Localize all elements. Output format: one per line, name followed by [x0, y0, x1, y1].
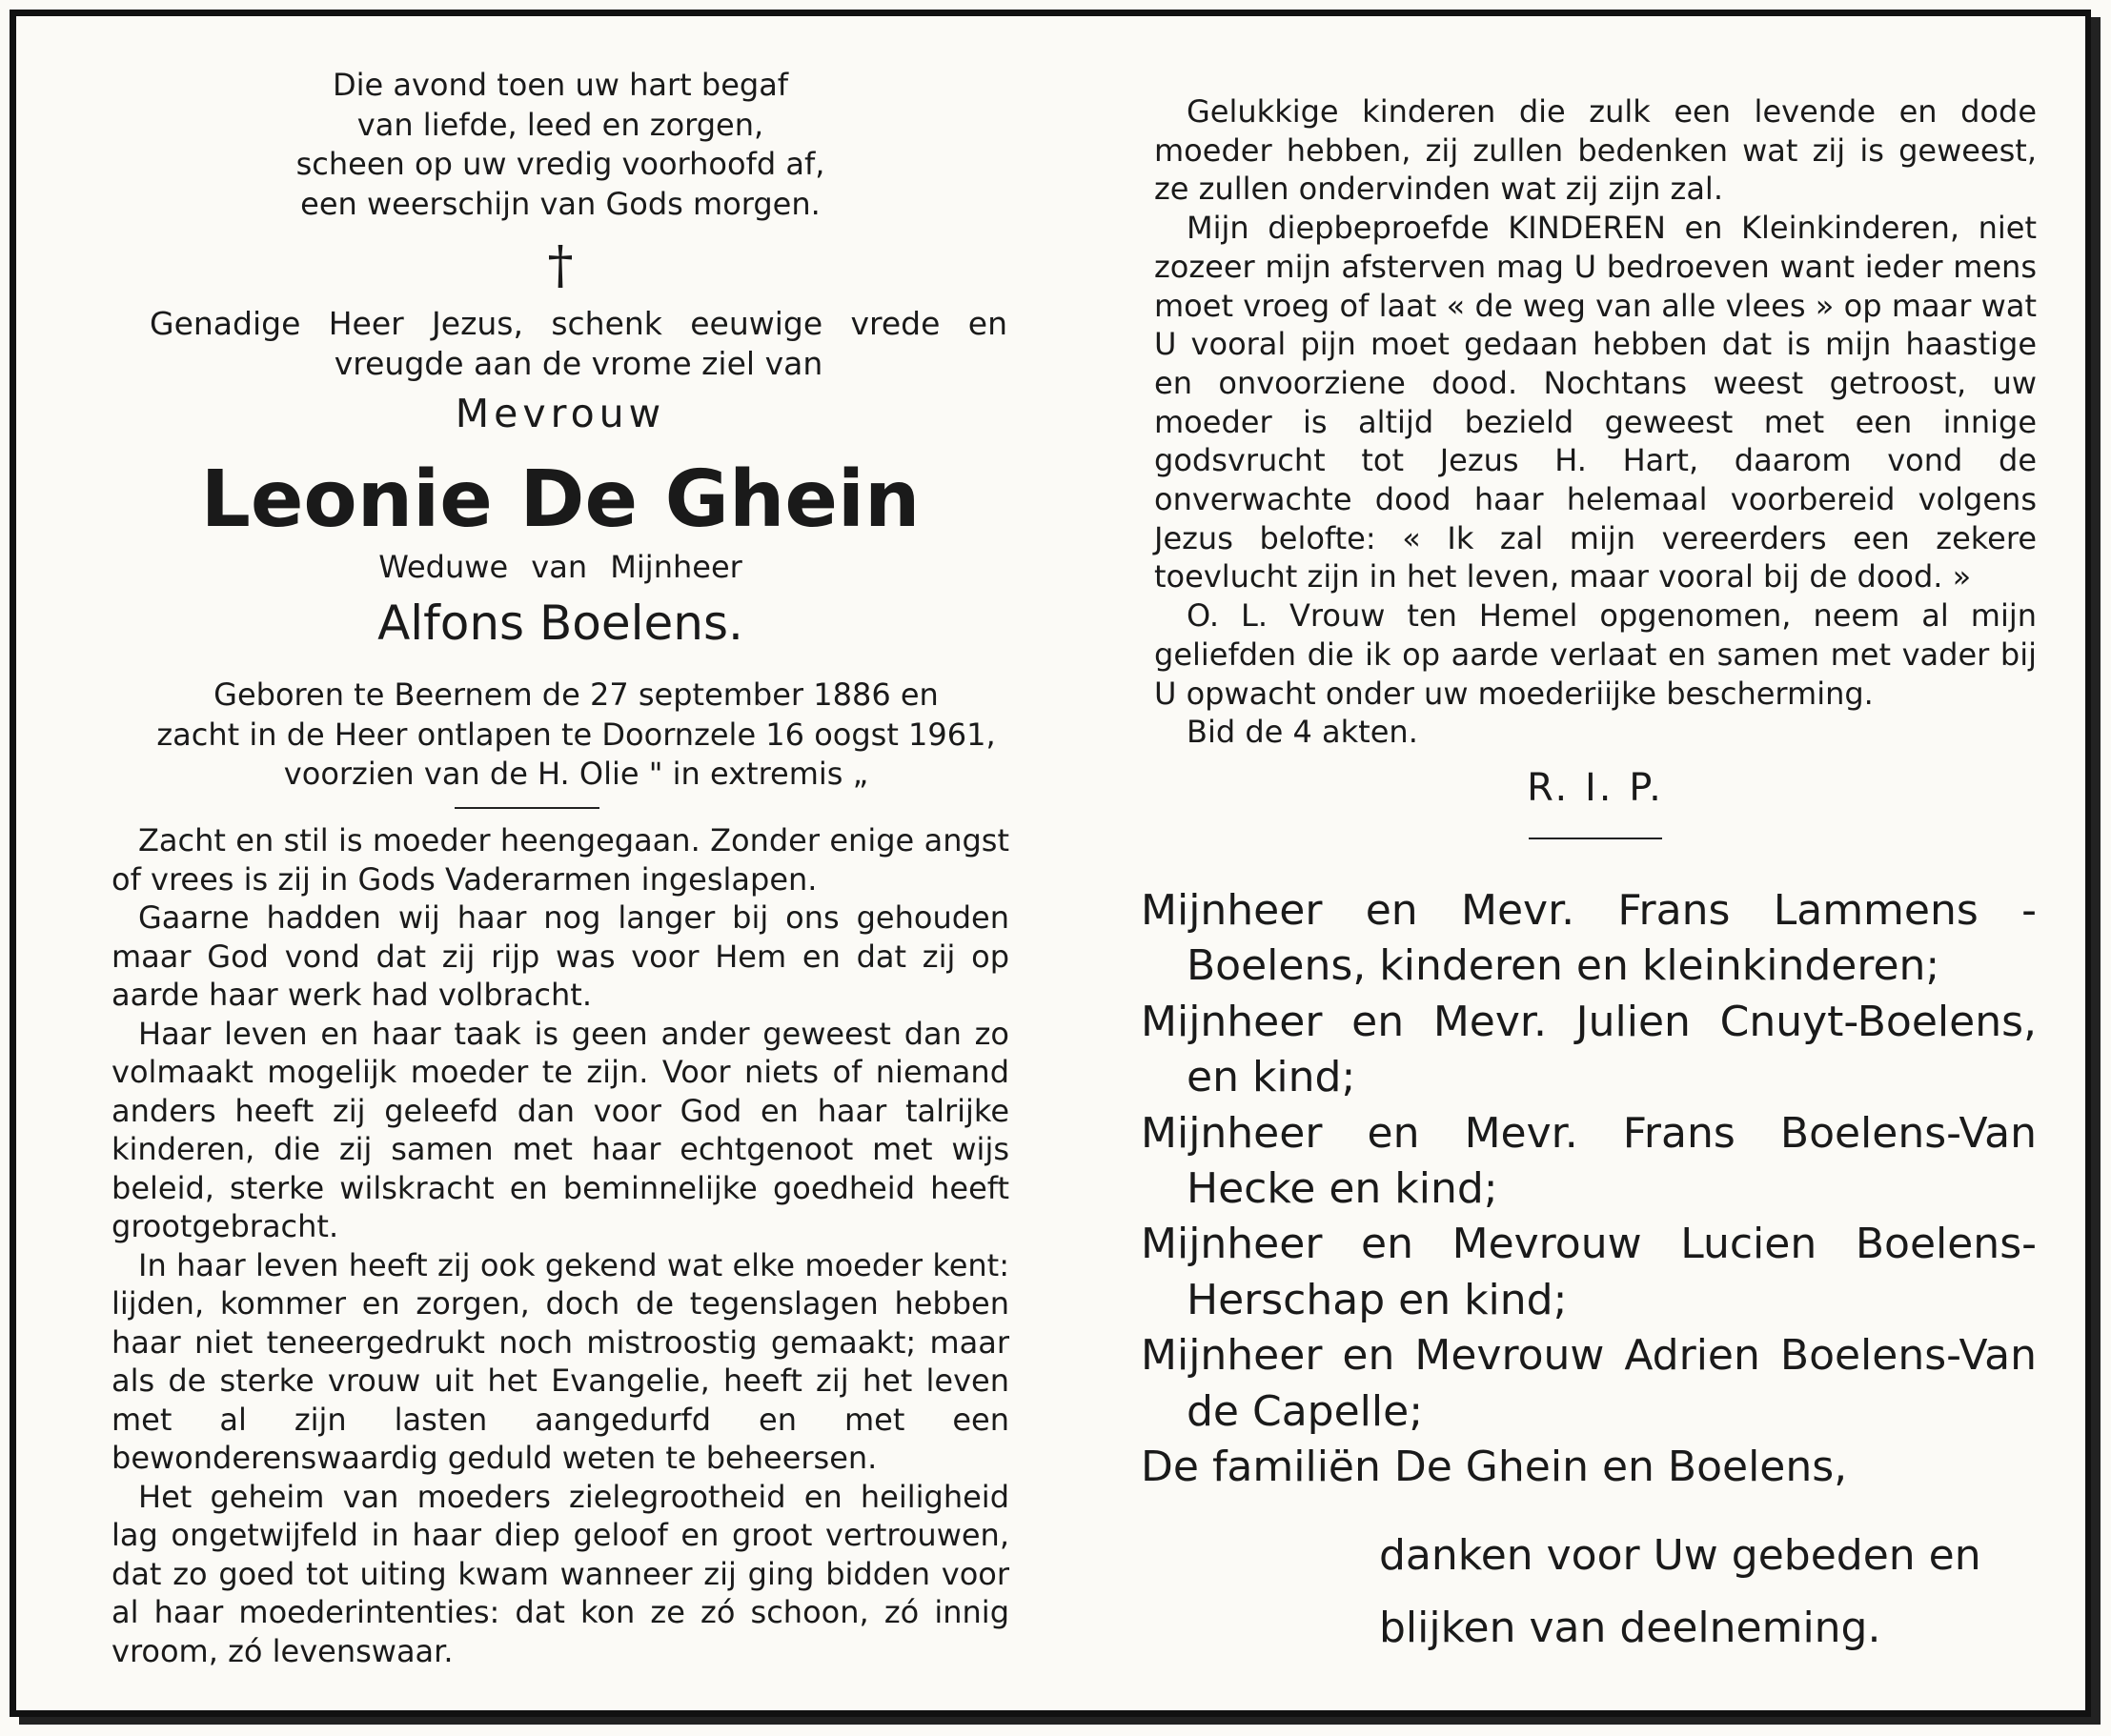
cross-icon: † [547, 235, 574, 295]
paragraph: Gaarne hadden wij haar nog langer bij ons gehouden maar God vond dat zij rijp was voor Hem en dat zij op aarde haar werk had volbracht. [112, 899, 1009, 1013]
family-entry: Mijnheer en Mevr. Julien Cnuyt-Boelens, en kind; [1141, 997, 2037, 1102]
left-panel [112, 16, 1009, 1710]
family-entry: Mijnheer en Mevr. Frans Boelens-Van Hecke en kind; [1141, 1108, 2037, 1214]
poem-line: Die avond toen uw hart begaf [332, 67, 789, 103]
birth-line: zacht in de Heer ontlapen te Doornzele 16 oogst 1961, [156, 716, 996, 753]
poem [112, 66, 1009, 224]
birth-line: Geboren te Beernem de 27 september 1886 en [213, 676, 939, 713]
family-entry: Mijnheer en Mevrouw Lucien Boelens-Herschap en kind; [1141, 1220, 2037, 1324]
family-list [1141, 883, 2037, 1495]
poem-line: een weerschijn van Gods morgen. [300, 185, 821, 222]
title-mevrouw: Mevrouw [455, 391, 666, 436]
widow-of: Weduwe van Mijnheer [378, 549, 742, 585]
paragraph: O. L. Vrouw ten Hemel opgenomen, neem al mijn geliefden die ik op aarde verlaat en samen met vader bij U opwacht onder uw moederiijke bescherming. [1154, 597, 2037, 712]
right-panel [1141, 16, 2037, 1710]
prayer: Genadige Heer Jezus, schenk eeuwige vrede en vreugde aan de vrome ziel van [150, 305, 1007, 382]
poem-line: van liefde, leed en zorgen, [356, 106, 764, 143]
divider [1529, 838, 1662, 839]
left-body-text [112, 821, 1009, 1670]
paragraph: In haar leven heeft zij ook gekend wat elke moeder kent: lijden, kommer en zorgen, doch de tegenslagen hebben haar niet teneergedrukt noch mistroostig gemaakt; maar als de sterke vrouw uit het Evangelie, heeft zij het leven met al zijn lasten aangedurfd en met een bewonderenswaardig geduld weten te beheersen. [112, 1246, 1009, 1476]
deceased-name: Leonie De Ghein [200, 454, 921, 545]
family-entry: Mijnheer en Mevr. Frans Lammens - Boelens, kinderen en kleinkinderen; [1141, 886, 2037, 991]
paragraph: Zacht en stil is moeder heengegaan. Zonder enige angst of vrees is zij in Gods Vaderarmen ingeslapen. [112, 822, 1009, 898]
rip: R. I. P. [1527, 766, 1664, 810]
thanks-line: blijken van deelneming. [1379, 1604, 1881, 1652]
divider [455, 807, 599, 809]
thanks-line: danken voor Uw gebeden en [1379, 1531, 1981, 1580]
husband-name: Alfons Boelens. [377, 595, 743, 651]
family-entry: Mijnheer en Mevrouw Adrien Boelens-Van de Capelle; [1141, 1331, 2037, 1436]
thanks [1379, 1520, 2037, 1665]
paragraph: Bid de 4 akten. [1187, 714, 1418, 751]
poem-line: scheen op uw vredig voorhoofd af, [295, 146, 825, 182]
paragraph: Gelukkige kinderen die zulk een levende en dode moeder hebben, zij zullen bedenken wat zij is geweest, ze zullen ondervinden wat zij zijn zal. [1154, 93, 2037, 208]
paragraph: Haar leven en haar taak is geen ander geweest dan zo volmaakt mogelijk moeder te zijn. Voor niets of niemand anders heeft zij geleefd dan voor God en haar talrijke kinderen, die zij samen met haar echtgenoot met wijs beleid, sterke wilskracht en beminnelijke goedheid heeft grootgebracht. [112, 1015, 1009, 1244]
right-body-text [1154, 92, 2037, 752]
birth-death-details [150, 676, 1003, 795]
family-entry: De familiën De Ghein en Boelens, [1141, 1443, 1848, 1492]
birth-line: voorzien van de H. Olie " in extremis „ [283, 756, 869, 792]
paragraph: Het geheim van moeders zielegrootheid en heiligheid lag ongetwijfeld in haar diep geloof en groot vertrouwen, dat zo goed tot uiting kwam wanneer zij ging bidden voor al haar moederintenties: dat kon ze zó schoon, zó innig vroom, zó levenswaar. [112, 1478, 1009, 1669]
memorial-card [10, 10, 2091, 1717]
paragraph: Mijn diepbeproefde KINDEREN en Kleinkinderen, niet zozeer mijn afsterven mag U bedroeven want ieder mens moet vroeg of laat « de weg van alle vlees » op maar wat U vooral pijn moet gedaan hebben dat is mijn haastige en onvoorziene dood. Nochtans weest getroost, uw moeder is altijd bezield geweest met een innige godsvrucht tot Jezus H. Hart, daarom vond de onverwachte dood haar helemaal voorbereid volgens Jezus belofte: « Ik zal mijn vereerders een zekere toevlucht zijn in het leven, maar vooral bij de dood. » [1154, 210, 2037, 595]
